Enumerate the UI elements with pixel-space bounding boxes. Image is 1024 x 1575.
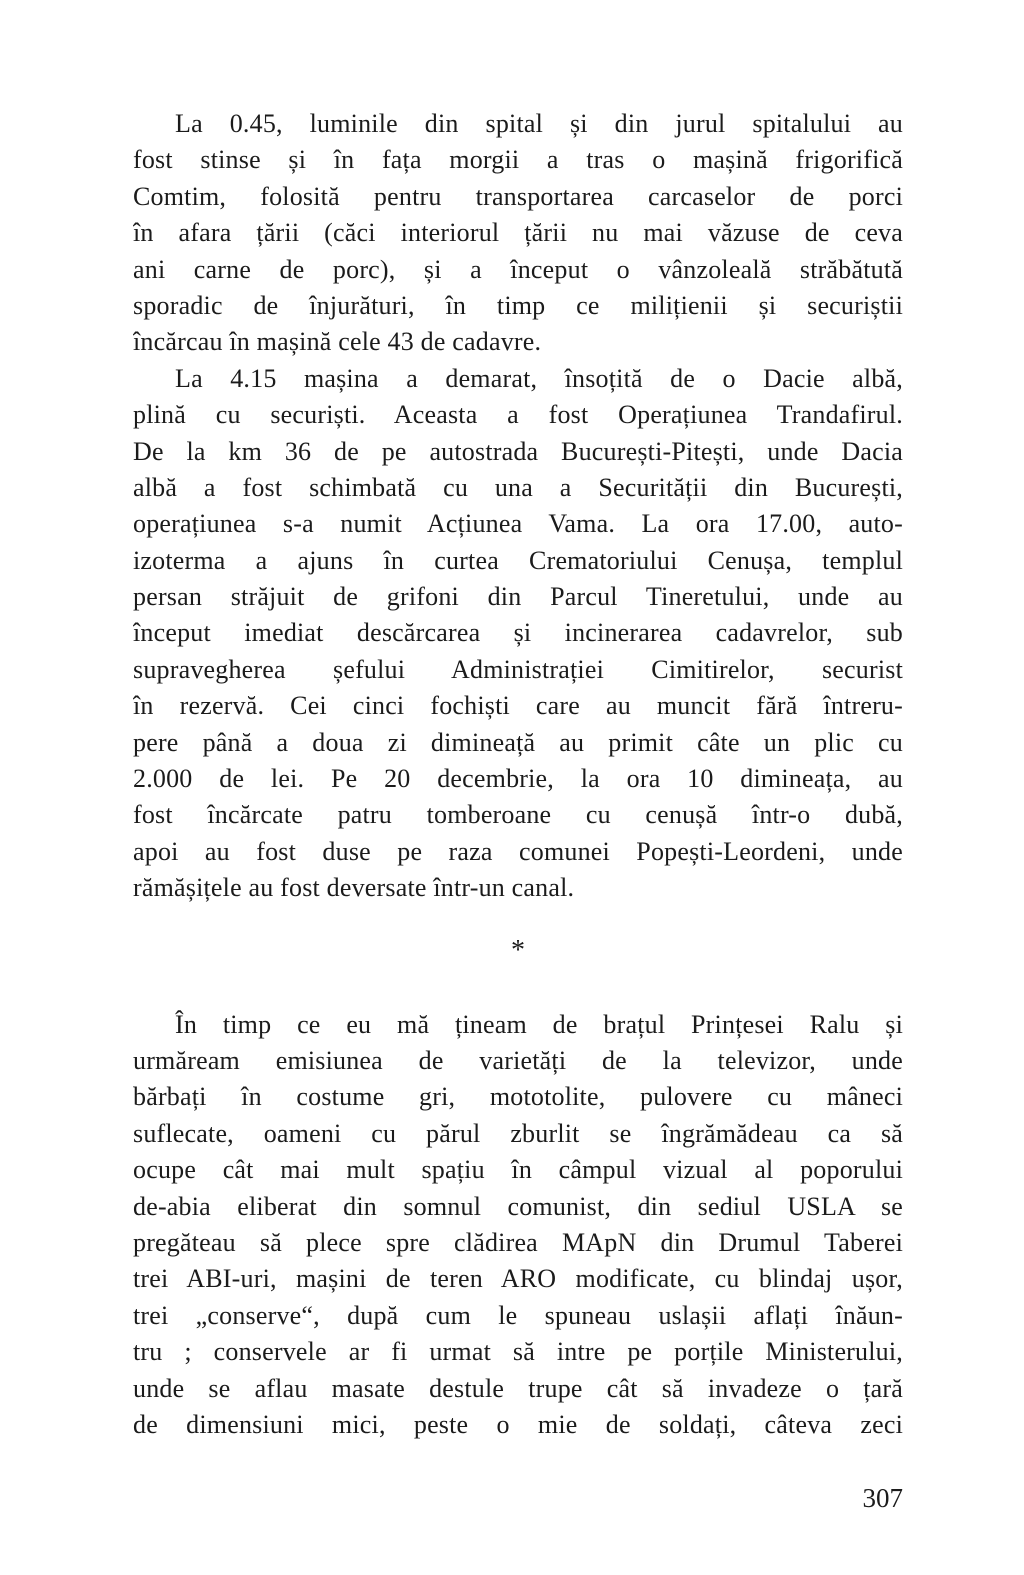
section-break-asterisk: * xyxy=(511,934,525,966)
paragraph xyxy=(133,361,903,907)
text-line: pere până a doua zi dimineață au primit câte un plic cu xyxy=(133,727,903,757)
text-line: rămășițele au fost deversate într-un canal. xyxy=(133,873,575,903)
text-line: urmăream emisiunea de varietăți de la televizor, unde xyxy=(133,1045,903,1075)
text-line: În timp ce eu mă țineam de brațul Prințesei Ralu și xyxy=(175,1009,903,1039)
text-block xyxy=(133,106,903,1443)
paragraph xyxy=(133,106,903,361)
text-line: supravegherea șefului Administrației Cimitirelor, securist xyxy=(133,654,903,684)
text-line: pregăteau să plece spre clădirea MApN din Drumul Taberei xyxy=(133,1227,903,1257)
text-line: de dimensiuni mici, peste o mie de soldați, câteva zeci xyxy=(133,1409,903,1439)
text-line: ani carne de porc), și a început o vânzoleală străbătută xyxy=(133,254,903,284)
text-line: ocupe cât mai mult spațiu în câmpul vizual al poporului xyxy=(133,1155,903,1185)
text-line: trei „conserve“, după cum le spuneau uslașii aflați înăun- xyxy=(133,1300,903,1330)
text-line: Comtim, folosită pentru transportarea carcaselor de porci xyxy=(133,181,903,211)
text-line: în rezervă. Cei cinci fochiști care au muncit fără întreru- xyxy=(133,691,903,721)
text-line: plină cu securiști. Aceasta a fost Operațiunea Trandafirul. xyxy=(133,400,903,430)
paragraph xyxy=(133,1007,903,1444)
text-line: încărcau în mașină cele 43 de cadavre. xyxy=(133,327,542,357)
text-line: început imediat descărcarea și incinerarea cadavrelor, sub xyxy=(133,618,903,648)
text-line: 2.000 de lei. Pe 20 decembrie, la ora 10 dimineața, au xyxy=(133,764,903,794)
text-line: în afara țării (căci interiorul țării nu mai văzuse de ceva xyxy=(133,218,903,248)
text-line: De la km 36 de pe autostrada București-Pitești, unde Dacia xyxy=(133,436,903,466)
page-number: 307 xyxy=(862,1483,903,1513)
text-line: albă a fost schimbată cu una a Securității din București, xyxy=(133,472,903,502)
text-line: izoterma a ajuns în curtea Crematoriului Cenușa, templul xyxy=(133,545,903,575)
text-line: suflecate, oameni cu părul zburlit se îngrămădeau ca să xyxy=(133,1118,903,1148)
text-line: fost stinse și în fața morgii a tras o mașină frigorifică xyxy=(133,145,903,175)
text-line: La 0.45, luminile din spital și din jurul spitalului au xyxy=(175,109,903,138)
text-line: apoi au fost duse pe raza comunei Popești-Leordeni, unde xyxy=(133,836,903,866)
text-line: La 4.15 mașina a demarat, însoțită de o Dacie albă, xyxy=(175,363,903,393)
text-line: bărbați în costume gri, mototolite, pulovere cu mâneci xyxy=(133,1082,903,1112)
text-line: tru ; conservele ar fi urmat să intre pe porțile Ministerului, xyxy=(133,1337,903,1367)
text-line: fost încărcate patru tomberoane cu cenușă într-o dubă, xyxy=(133,800,903,830)
text-line: persan străjuit de grifoni din Parcul Tineretului, unde au xyxy=(133,582,903,612)
text-line: de-abia eliberat din somnul comunist, din sediul USLA se xyxy=(133,1191,903,1221)
text-line: operațiunea s-a numit Acțiunea Vama. La ora 17.00, auto- xyxy=(133,509,903,539)
text-line: unde se aflau masate destule trupe cât să invadeze o țară xyxy=(133,1373,903,1403)
text-line: sporadic de înjurături, în timp ce milițienii și securiștii xyxy=(133,290,903,320)
text-line: trei ABI-uri, mașini de teren ARO modificate, cu blindaj ușor, xyxy=(133,1264,903,1294)
